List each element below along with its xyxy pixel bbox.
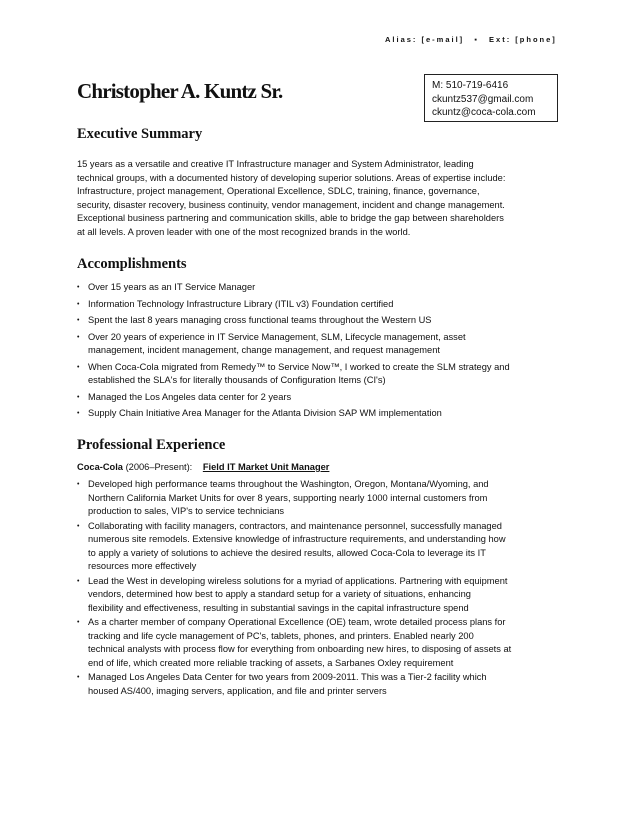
bullet-icon: • <box>77 577 80 585</box>
bullet-icon: • <box>77 284 80 291</box>
list-item: • Lead the West in developing wireless solutions for a myriad of applications. Partnering with equipment vendors, determined how best to apply a standard setup for a variety of situations, enhancing flexibility and effectiveness, resulting in substantial savings in the capital infrastructure spend <box>77 575 508 613</box>
contact-email-work[interactable]: ckuntz@coca-cola.com <box>432 107 536 118</box>
bullet-icon: • <box>77 522 80 530</box>
bullet-icon: • <box>77 363 80 371</box>
list-item: • When Coca-Cola migrated from Remedy™ to Service Now™, I worked to create the SLM strategy and established the SLA's for literally thousands of Configuration Items (CI's) <box>77 361 510 385</box>
summary-paragraph <box>77 158 577 239</box>
summary-line: security, disaster recovery, business continuity, vendor management, incident and change management. <box>77 199 505 210</box>
summary-line: technical groups, with a documented history of developing superior solutions. Areas of expertise include: <box>77 172 506 183</box>
list-item: • Supply Chain Initiative Area Manager for the Atlanta Division SAP WM implementation <box>77 407 577 421</box>
summary-heading: Executive Summary <box>77 126 203 142</box>
bullet-icon: • <box>77 410 80 417</box>
summary-line: at all levels. A proven leader with one of the most recognized brands in the world. <box>77 226 411 237</box>
job-title: Field IT Market Unit Manager <box>202 462 330 472</box>
summary-line: Infrastructure, project management, Operational Excellence, SDLC, training, finance, governance, <box>77 186 480 196</box>
list-item: • Over 15 years as an IT Service Manager <box>77 281 577 295</box>
candidate-name: Christopher A. Kuntz Sr. <box>77 79 283 103</box>
experience-list <box>77 478 577 698</box>
list-item: • Managed Los Angeles Data Center for two years from 2009-2011. This was a Tier-2 facility which housed AS/400, imaging servers, application, and file and printer servers <box>77 672 487 696</box>
accomplishments-heading: Accomplishments <box>77 256 187 272</box>
list-item: • As a charter member of company Operational Excellence (OE) team, wrote detailed process plans for tracking and life cycle management of PC's, tablets, phones, and printers. Enabled nearly 200 technical analysts with process flow for everything from onboarding new hires, to disposing of assets at end of life, which created more reliable tracking of assets, a Sarbanes Oxley requirement <box>77 617 512 668</box>
job-dates: (2006–Present): <box>125 462 193 472</box>
bullet-icon: • <box>77 674 80 681</box>
list-item: • Information Technology Infrastructure Library (ITIL v3) Foundation certified <box>77 298 577 312</box>
bullet-icon: • <box>77 619 80 626</box>
contact-box <box>424 74 558 122</box>
bullet-icon: • <box>77 333 80 341</box>
alias-label: Alias: [e-mail] <box>385 35 465 44</box>
ext-label: Ext: [phone] <box>489 35 557 44</box>
list-item: • Collaborating with facility managers, contractors, and maintenance personnel, successfully managed numerous site remodels. Extensive knowledge of infrastructure requirements, and understanding how to apply a variety of solutions to achieve the desired results, allowed Coca-Cola to leverage its IT resources more effectively <box>77 520 506 571</box>
bullet-icon: • <box>77 300 80 308</box>
bullet-icon: • <box>77 317 80 324</box>
bullet-icon: • <box>77 393 80 401</box>
bullet-icon: • <box>77 481 80 488</box>
summary-line: Exceptional business partnering and communication skills, able to bridge the gap between shareholders <box>77 213 504 223</box>
list-item: • Spent the last 8 years managing cross functional teams throughout the Western US <box>77 314 577 328</box>
job-header <box>77 462 329 472</box>
alias-line <box>385 35 557 44</box>
summary-line: 15 years as a versatile and creative IT Infrastructure manager and System Administrator, leading <box>77 159 474 169</box>
contact-phone: M: 510-719-6416 <box>432 80 509 91</box>
experience-heading: Professional Experience <box>77 437 226 453</box>
list-item: • Developed high performance teams throughout the Washington, Oregon, Montana/Wyoming, and Northern California Market Units for over 8 years, supporting nearly 1000 internal customers from production to sales, VIP's to service technicians <box>77 479 489 516</box>
list-item: • Over 20 years of experience in IT Service Management, SLM, Lifecycle management, asset management, incident management, change management, and request management <box>77 331 466 355</box>
separator-icon: ▪ <box>474 35 479 44</box>
company-name: Coca-Cola <box>77 462 123 472</box>
contact-email-personal[interactable]: ckuntz537@gmail.com <box>432 93 534 105</box>
accomplishments-list <box>77 281 577 421</box>
list-item: • Managed the Los Angeles data center for 2 years <box>77 391 577 405</box>
